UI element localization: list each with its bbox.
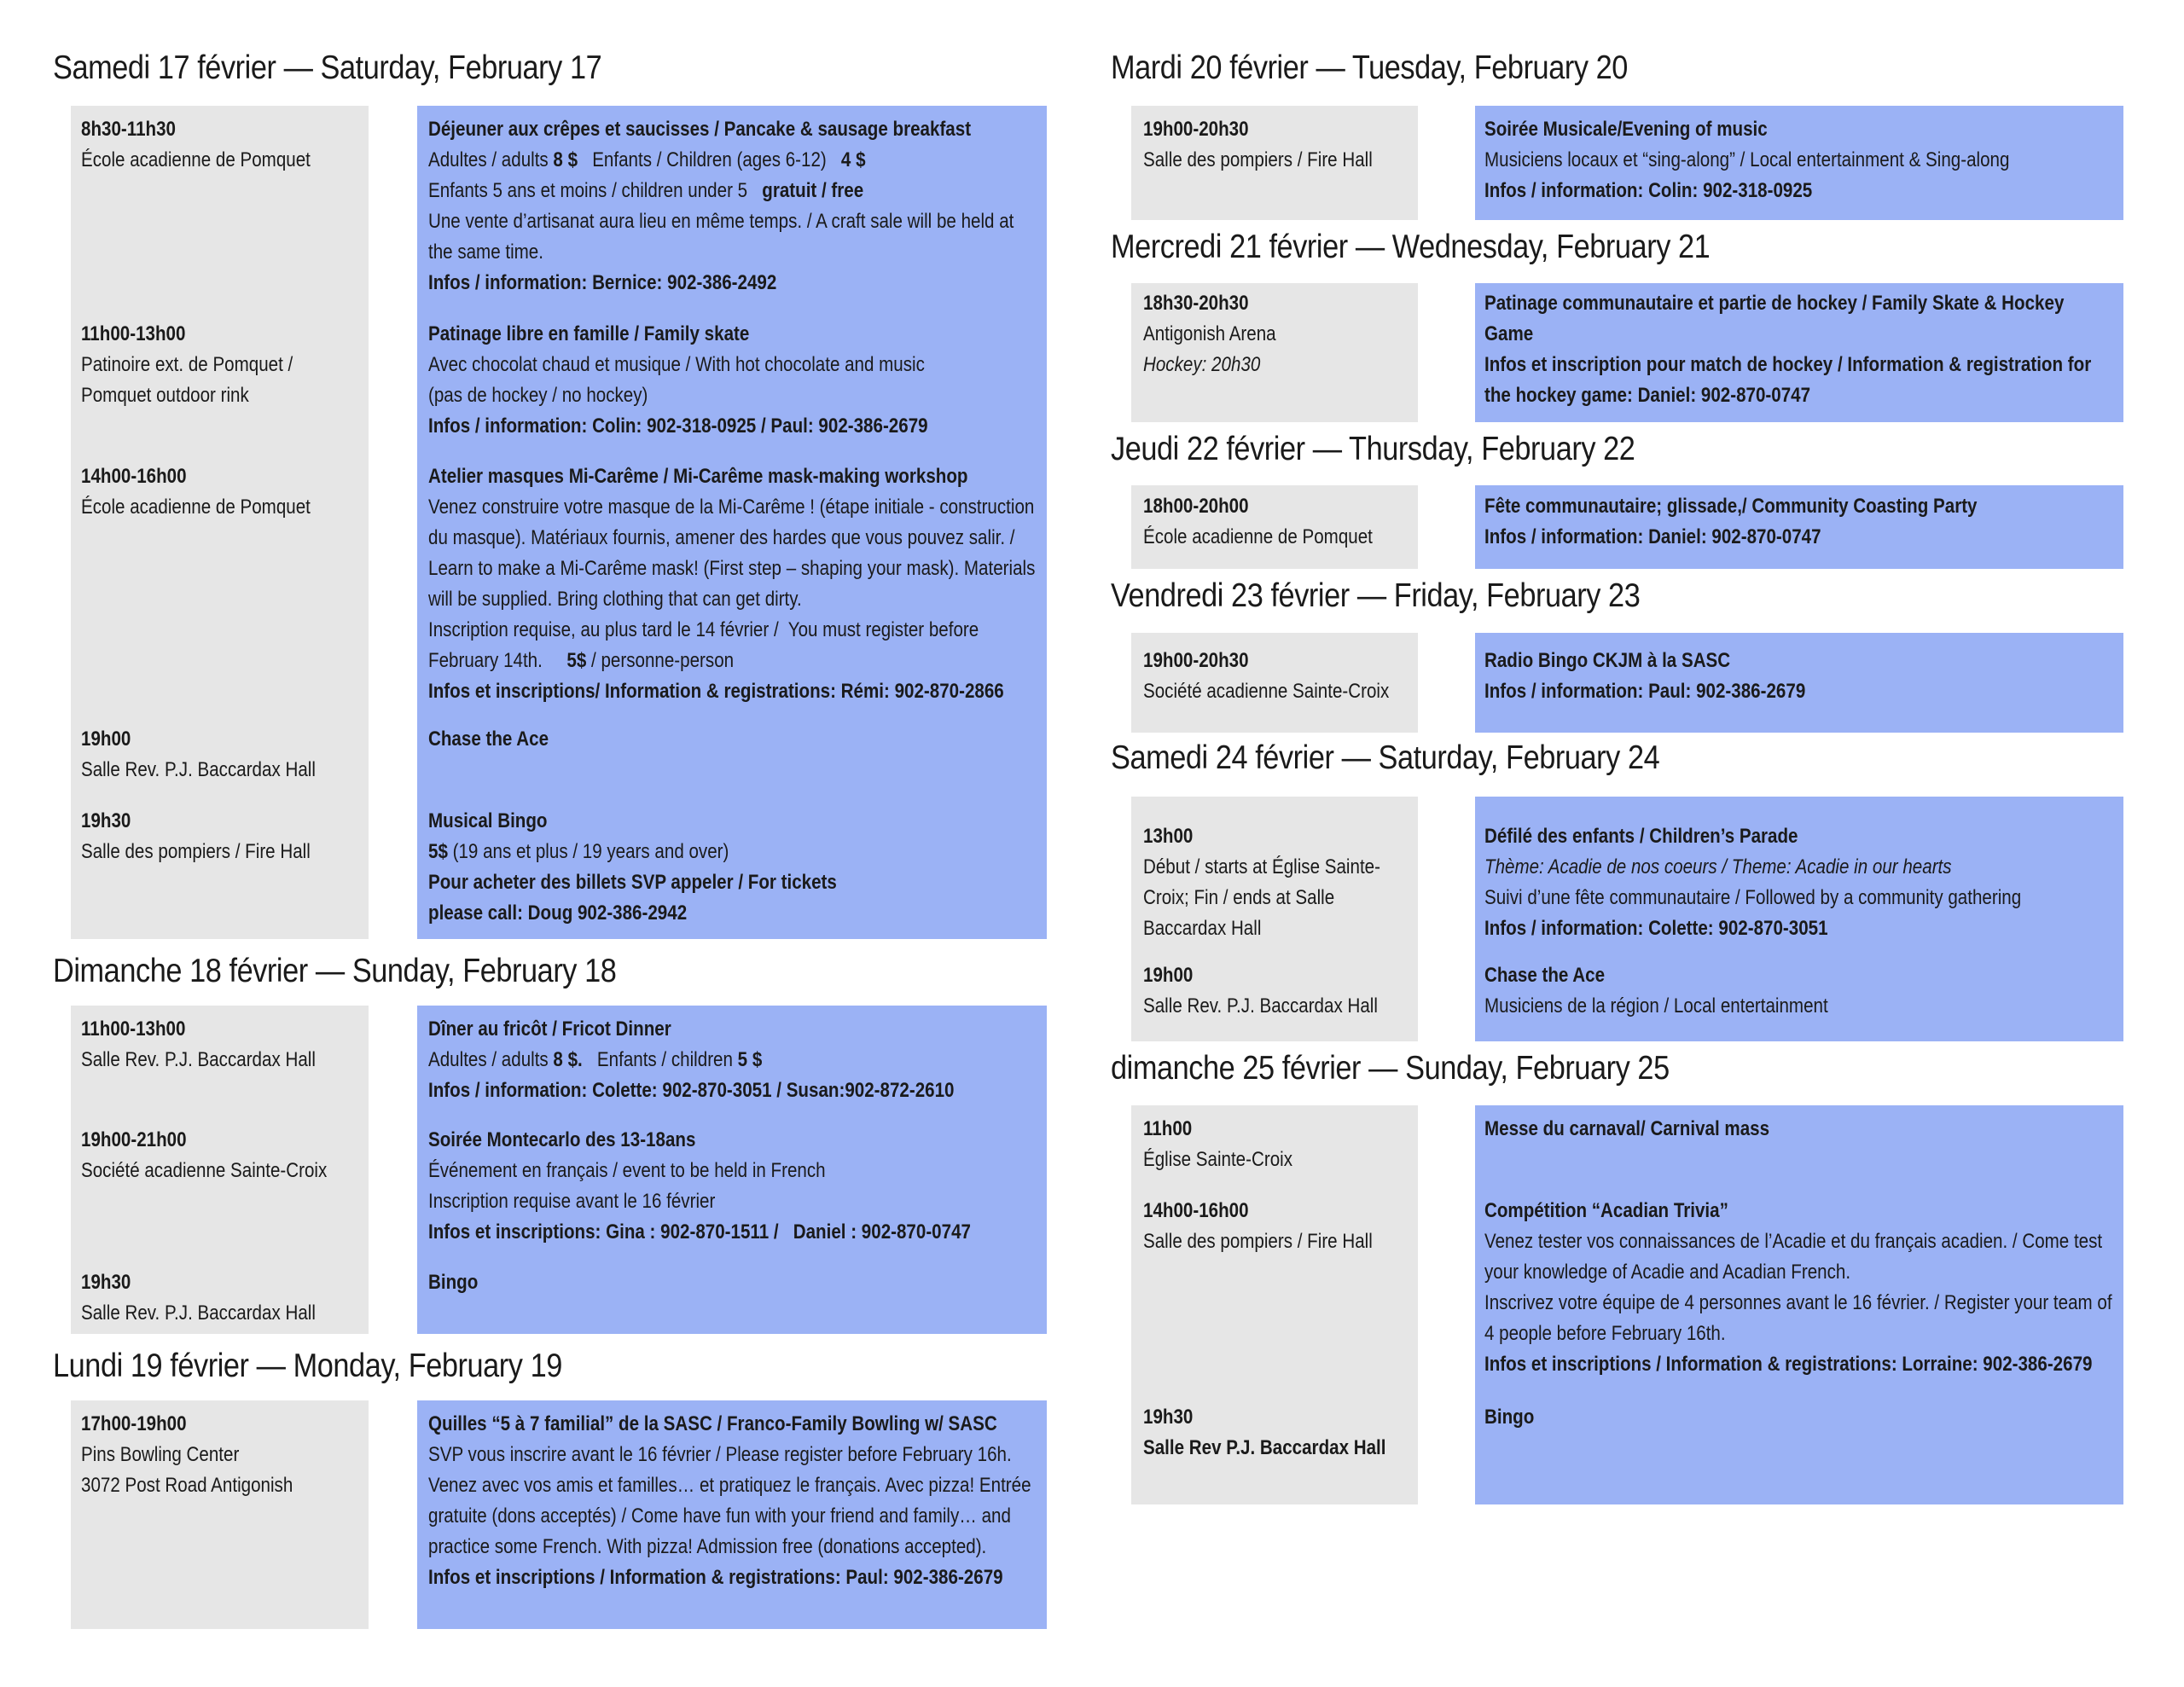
event-detail-text: 5 $ xyxy=(737,1048,763,1071)
event-title: Chase the Ace xyxy=(1484,964,1606,987)
event-detail-text: (pas de hockey / no hockey) xyxy=(428,384,648,407)
event-detail-text: 4 people before February 16th. xyxy=(1484,1322,1726,1345)
event-title: Quilles “5 à 7 familial” de la SASC / Franco-Family Bowling w/ SASC xyxy=(428,1412,997,1435)
event-detail-line xyxy=(428,1562,1003,1593)
day-heading-thu22: Jeudi 22 février — Thursday, February 22 xyxy=(1111,431,1635,467)
event-time: 17h00-19h00 xyxy=(81,1412,187,1435)
event-detail-text: Infos / information: Colette: 902-870-3051 xyxy=(1484,917,1828,940)
event-detail-line xyxy=(428,1532,986,1562)
event-location: Salle Rev P.J. Baccardax Hall xyxy=(1143,1436,1386,1459)
event-time: 18h30-20h30 xyxy=(1143,292,1249,315)
event-detail-text: gratuite (dons acceptés) / Come have fun with your friend and family… and xyxy=(428,1504,1011,1528)
event-detail-line xyxy=(1484,176,1812,206)
event-detail-text: Infos / information: Paul: 902-386-2679 xyxy=(1484,680,1806,703)
event-detail-text: Infos et inscriptions: Gina : 902-870-1511 / Daniel : 902-870-0747 xyxy=(428,1220,971,1244)
event-detail-text: practice some French. With pizza! Admission free (donations accepted). xyxy=(428,1535,987,1558)
event-title: Soirée Montecarlo des 13-18ans xyxy=(428,1128,696,1151)
event-location: Patinoire ext. de Pomquet / xyxy=(81,353,293,376)
event-detail-line xyxy=(1484,1288,2112,1319)
event-detail-text: 8 $. xyxy=(553,1048,583,1071)
event-detail-line xyxy=(428,206,1014,237)
event-detail-line xyxy=(1484,380,1810,411)
event-detail-text: Enfants / Children (ages 6-12) xyxy=(578,148,841,171)
event-detail-text: Thème: Acadie de nos coeurs / Theme: Acadie in our hearts xyxy=(1484,855,1952,878)
event-location: Société acadienne Sainte-Croix xyxy=(81,1159,328,1182)
event-detail-text: Musiciens locaux et “sing-along” / Local entertainment & Sing-along xyxy=(1484,148,2010,171)
event-detail-text: (19 ans et plus / 19 years and over) xyxy=(447,840,729,863)
day-heading-wed21: Mercredi 21 février — Wednesday, February 21 xyxy=(1111,229,1711,265)
day-heading-tue20: Mardi 20 février — Tuesday, February 20 xyxy=(1111,49,1628,86)
event-detail-text: Venez avec vos amis et familles… et pratiquez le français. Avec pizza! Entrée xyxy=(428,1474,1031,1497)
event-time: 11h00-13h00 xyxy=(81,1017,186,1041)
event-title: Bingo xyxy=(428,1271,479,1294)
event-detail-text: Inscrivez votre équipe de 4 personnes avant le 16 février. / Register your team of xyxy=(1484,1291,2112,1314)
event-time: 14h00-16h00 xyxy=(81,465,187,488)
event-detail-line xyxy=(1484,913,1828,944)
event-detail-line xyxy=(1484,1319,1726,1349)
event-title: Bingo xyxy=(1484,1406,1535,1429)
event-detail-line xyxy=(428,1045,762,1075)
event-detail-line xyxy=(1484,1349,2092,1380)
event-detail-text: 8 $ xyxy=(553,148,578,171)
event-time: 11h00-13h00 xyxy=(81,322,186,345)
event-detail-text: 5$ xyxy=(428,840,448,863)
event-detail-line xyxy=(1484,1257,1850,1288)
event-detail-line xyxy=(1484,852,1952,883)
event-title: Soirée Musicale/Evening of music xyxy=(1484,118,1768,141)
event-detail-line xyxy=(428,1440,1012,1470)
event-detail-line xyxy=(428,411,928,442)
day-heading-sat24: Samedi 24 février — Saturday, February 24 xyxy=(1111,739,1660,776)
event-title: Patinage communautaire et partie de hockey / Family Skate & Hockey xyxy=(1484,292,2065,315)
event-detail-line xyxy=(428,898,687,929)
event-time: 19h00-20h30 xyxy=(1143,118,1249,141)
event-time: 19h30 xyxy=(81,809,131,832)
event-location: École acadienne de Pomquet xyxy=(81,148,311,171)
event-location: Salle Rev. P.J. Baccardax Hall xyxy=(81,1301,316,1325)
event-detail-text: 5$ xyxy=(566,649,587,672)
event-title: Game xyxy=(1484,322,1534,345)
event-time: 19h00-21h00 xyxy=(81,1128,187,1151)
event-detail-text: Musiciens de la région / Local entertainment xyxy=(1484,994,1828,1017)
event-detail-text: please call: Doug 902-386-2942 xyxy=(428,901,688,925)
event-detail-line xyxy=(1484,676,1805,707)
event-detail-text: du masque). Matériaux fournis, amener des hardes que vous pouvez salir. / xyxy=(428,526,1015,549)
event-detail-line xyxy=(428,676,1004,707)
event-title: Chase the Ace xyxy=(428,728,549,751)
event-note: Hockey: 20h30 xyxy=(1143,353,1261,376)
event-location: Salle Rev. P.J. Baccardax Hall xyxy=(81,1048,316,1071)
event-detail-text: Enfants / children xyxy=(582,1048,738,1071)
event-title: Patinage libre en famille / Family skate xyxy=(428,322,750,345)
event-detail-line xyxy=(1484,991,1828,1022)
event-location: Baccardax Hall xyxy=(1143,917,1262,940)
event-detail-line xyxy=(428,1501,1011,1532)
event-location: Salle des pompiers / Fire Hall xyxy=(81,840,311,863)
event-detail-text: Infos et inscription pour match de hockey / Information & registration for xyxy=(1484,353,2092,376)
event-detail-text: Événement en français / event to be held in French xyxy=(428,1159,826,1182)
event-detail-text: Enfants 5 ans et moins / children under 5 xyxy=(428,179,763,202)
event-title: Radio Bingo CKJM à la SASC xyxy=(1484,649,1731,672)
event-detail-line xyxy=(428,1156,826,1186)
day-heading-sun18: Dimanche 18 février — Sunday, February 18 xyxy=(53,953,617,989)
event-location: 3072 Post Road Antigonish xyxy=(81,1474,293,1497)
day-heading-fri23: Vendredi 23 février — Friday, February 23 xyxy=(1111,577,1641,614)
event-title: Dîner au fricôt / Fricot Dinner xyxy=(428,1017,671,1041)
event-time: 19h00 xyxy=(1143,964,1194,987)
event-location: Église Sainte-Croix xyxy=(1143,1148,1293,1171)
event-time: 19h00-20h30 xyxy=(1143,649,1249,672)
event-detail-line xyxy=(1484,350,2091,380)
event-detail-text: Infos / information: Daniel: 902-870-0747 xyxy=(1484,525,1821,548)
event-detail-text: Infos / information: Colette: 902-870-3051 / Susan:902-872-2610 xyxy=(428,1079,955,1102)
event-detail-line xyxy=(428,615,979,646)
event-detail-line xyxy=(428,1186,715,1217)
event-time: 11h00 xyxy=(1143,1117,1193,1140)
event-detail-line xyxy=(428,1470,1031,1501)
event-detail-text: Une vente d’artisanat aura lieu en même temps. / A craft sale will be held at xyxy=(428,210,1014,233)
event-location: École acadienne de Pomquet xyxy=(1143,525,1373,548)
event-detail-text: the hockey game: Daniel: 902-870-0747 xyxy=(1484,384,1811,407)
event-detail-text: Infos et inscriptions/ Information & registrations: Rémi: 902-870-2866 xyxy=(428,680,1004,703)
event-detail-line xyxy=(428,1217,971,1248)
event-detail-line xyxy=(428,1075,954,1106)
event-detail-text: Pour acheter des billets SVP appeler / For tickets xyxy=(428,871,837,894)
event-detail-text: Infos / information: Colin: 902-318-0925 / Paul: 902-386-2679 xyxy=(428,415,928,438)
event-detail-line xyxy=(428,268,776,299)
event-title: Musical Bingo xyxy=(428,809,548,832)
event-detail-line xyxy=(428,492,1034,523)
event-time: 18h00-20h00 xyxy=(1143,495,1249,518)
event-location: Salle des pompiers / Fire Hall xyxy=(1143,148,1373,171)
event-time: 19h30 xyxy=(81,1271,131,1294)
event-location: École acadienne de Pomquet xyxy=(81,496,311,519)
event-time: 14h00-16h00 xyxy=(1143,1199,1249,1222)
event-detail-text: Venez tester vos connaissances de l’Acadie et du français acadien. / Come test xyxy=(1484,1230,2103,1253)
event-time: 13h00 xyxy=(1143,825,1194,848)
event-detail-line xyxy=(428,176,863,206)
day-heading-sat17: Samedi 17 février — Saturday, February 17 xyxy=(53,49,602,86)
event-detail-text: Adultes / adults xyxy=(428,148,554,171)
event-detail-text: Inscription requise avant le 16 février xyxy=(428,1190,716,1213)
event-detail-text: your knowledge of Acadie and Acadian French. xyxy=(1484,1261,1851,1284)
event-detail-line xyxy=(428,837,729,867)
event-location: Antigonish Arena xyxy=(1143,322,1276,345)
event-detail-text: Adultes / adults xyxy=(428,1048,554,1071)
event-detail-text: / personne-person xyxy=(586,649,735,672)
day-heading-mon19: Lundi 19 février — Monday, February 19 xyxy=(53,1348,562,1384)
event-detail-text: Infos et inscriptions / Information & registrations: Paul: 902-386-2679 xyxy=(428,1566,1003,1589)
event-title: Atelier masques Mi-Carême / Mi-Carême mask-making workshop xyxy=(428,465,968,488)
event-detail-line xyxy=(1484,1226,2102,1257)
event-location: Salle Rev. P.J. Baccardax Hall xyxy=(81,758,316,781)
event-location: Début / starts at Église Sainte- xyxy=(1143,855,1380,878)
event-detail-line xyxy=(428,554,1035,584)
event-location: Salle des pompiers / Fire Hall xyxy=(1143,1230,1373,1253)
event-detail-text: Inscription requise, au plus tard le 14 février / You must register before xyxy=(428,618,979,641)
event-detail-text: February 14th. xyxy=(428,649,567,672)
event-detail-line xyxy=(428,145,866,176)
event-detail-text: Avec chocolat chaud et musique / With hot chocolate and music xyxy=(428,353,925,376)
event-location: Pins Bowling Center xyxy=(81,1443,240,1466)
event-detail-text: Infos / information: Colin: 902-318-0925 xyxy=(1484,179,1813,202)
event-detail-text: will be supplied. Bring clothing that can get dirty. xyxy=(428,588,802,611)
event-title: Fête communautaire; glissade,/ Community Coasting Party xyxy=(1484,495,1978,518)
event-detail-line xyxy=(1484,883,2021,913)
event-location: Salle Rev. P.J. Baccardax Hall xyxy=(1143,994,1378,1017)
event-time: 19h00 xyxy=(81,728,131,751)
event-detail-text: SVP vous inscrire avant le 16 février / Please register before February 16h. xyxy=(428,1443,1012,1466)
event-detail-text: Infos / information: Bernice: 902-386-2492 xyxy=(428,271,777,294)
event-location: Pomquet outdoor rink xyxy=(81,384,249,407)
event-detail-text: Suivi d’une fête communautaire / Followed by a community gathering xyxy=(1484,886,2022,909)
event-detail-text: gratuit / free xyxy=(762,179,864,202)
event-title: Défilé des enfants / Children’s Parade xyxy=(1484,825,1798,848)
event-detail-line xyxy=(428,646,734,676)
event-detail-line xyxy=(1484,145,2009,176)
event-title: Déjeuner aux crêpes et saucisses / Pancake & sausage breakfast xyxy=(428,118,972,141)
event-location: Société acadienne Sainte-Croix xyxy=(1143,680,1390,703)
event-title: Compétition “Acadian Trivia” xyxy=(1484,1199,1728,1222)
event-detail-line xyxy=(428,584,802,615)
event-detail-text: Venez construire votre masque de la Mi-Carême ! (étape initiale - construction xyxy=(428,496,1035,519)
event-location: Croix; Fin / ends at Salle xyxy=(1143,886,1335,909)
event-detail-line xyxy=(428,237,543,268)
event-detail-text: Infos et inscriptions / Information & registrations: Lorraine: 902-386-2679 xyxy=(1484,1353,2093,1376)
event-detail-line xyxy=(428,867,837,898)
day-heading-sun25: dimanche 25 février — Sunday, February 25 xyxy=(1111,1050,1670,1087)
event-detail-line xyxy=(428,350,925,380)
event-time: 8h30-11h30 xyxy=(81,118,176,141)
event-detail-line xyxy=(428,523,1015,554)
event-detail-text: Learn to make a Mi-Carême mask! (First step – shaping your mask). Materials xyxy=(428,557,1036,580)
event-detail-line xyxy=(428,380,648,411)
event-time: 19h30 xyxy=(1143,1406,1194,1429)
event-detail-text: the same time. xyxy=(428,241,543,264)
event-title: Messe du carnaval/ Carnival mass xyxy=(1484,1117,1770,1140)
event-detail-text: 4 $ xyxy=(840,148,866,171)
event-detail-line xyxy=(1484,522,1821,553)
